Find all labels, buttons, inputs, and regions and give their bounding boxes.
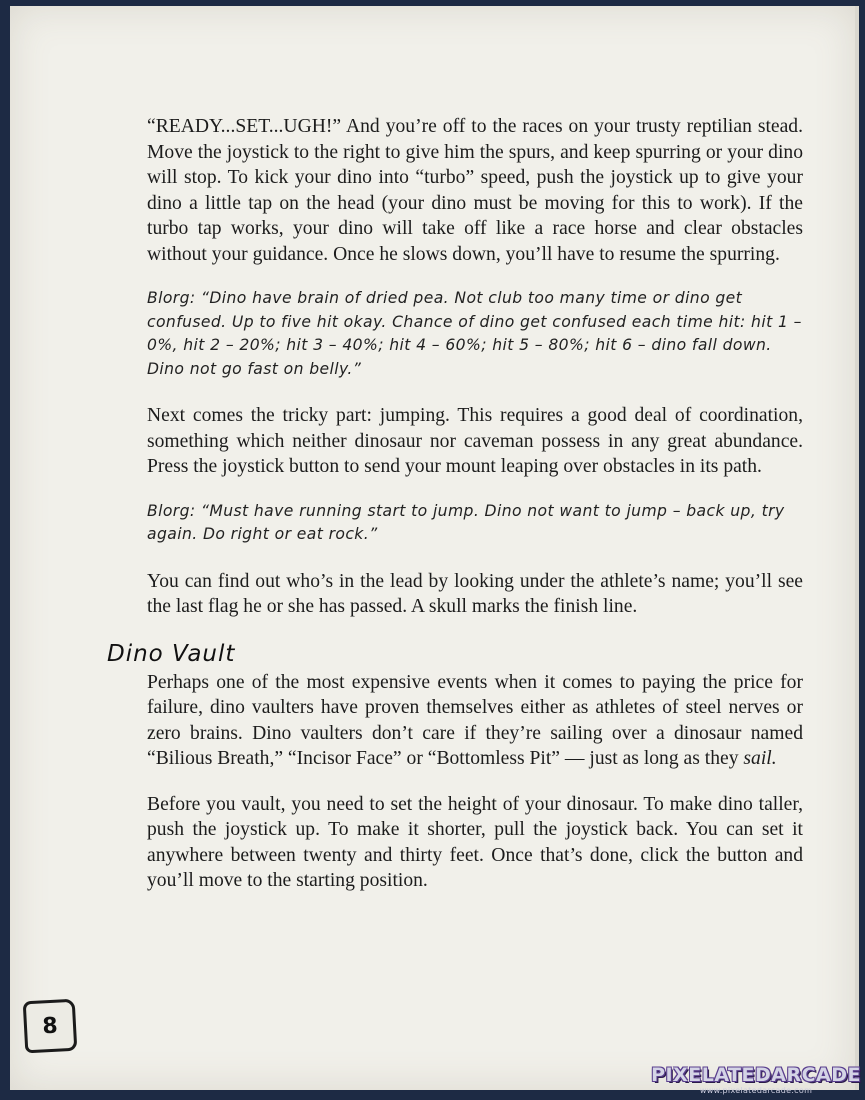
section-heading-dino-vault: Dino Vault — [107, 640, 236, 667]
paragraph-lead: You can find out who’s in the lead by looking under the athlete’s name; you’ll see the last flag he or she has passed. A skull marks the finish line. — [147, 570, 803, 617]
page-number: 8 — [23, 999, 78, 1054]
blorg-quote-jump: Blorg: “Must have running start to jump. Dino not want to jump – back up, try again. Do right or eat rock.” — [147, 501, 785, 543]
watermark — [651, 1064, 861, 1096]
vault-intro-emphasis: sail. — [743, 748, 777, 769]
page-content — [107, 114, 803, 914]
watermark-logo: PIXELATEDARCADE — [651, 1064, 861, 1086]
manual-page — [10, 6, 859, 1090]
paragraph-vault-intro — [147, 670, 803, 772]
paragraph-jumping: Next comes the tricky part: jumping. This requires a good deal of coordination, something which neither dinosaur nor caveman possess in any great abundance. Press the joystick button to send your mount leaping over obstacles in its path. — [147, 405, 803, 477]
paragraph-ready-set: “READY...SET...UGH!” And you’re off to the races on your trusty reptilian stead. Move the joystick to the right to give him the spurs, and keep spurring or your dino will stop. To kick your dino into “turbo” speed, push the joystick up to give your dino a little tap on the head (your dino must be moving for this to work). If the turbo tap works, your dino will take off like a race horse and clear obstacles without your guidance. Once he slows down, you’ll have to resume the spurring. — [147, 116, 803, 265]
vault-intro-text: Perhaps one of the most expensive events when it comes to paying the price for failure, dino vaulters have proven themselves either as athletes of steel nerves or zero brains. Dino vaulters don’t care if they’re sailing over a dinosaur named “Bilious Breath,” “Incisor Face” or “Bottomless Pit” — just as long as they — [147, 671, 803, 769]
blorg-quote-turbo: Blorg: “Dino have brain of dried pea. Not club too many time or dino get confused. Up to five hit okay. Chance of dino get confused each time hit: hit 1 – 0%, hit 2 – 20%; hit 3 – 40%; hit 4 – 60%; hit 5 – 80%; hit 6 – dino fall down. Dino not go fast on belly.” — [147, 289, 802, 378]
watermark-url: www.pixelatedarcade.com — [699, 1086, 813, 1095]
paragraph-vault-height: Before you vault, you need to set the height of your dinosaur. To make dino taller, push the joystick up. To make it shorter, pull the joystick back. You can set it anywhere between twenty and thirty feet. Once that’s done, click the button and you’ll move to the starting position. — [147, 793, 803, 891]
